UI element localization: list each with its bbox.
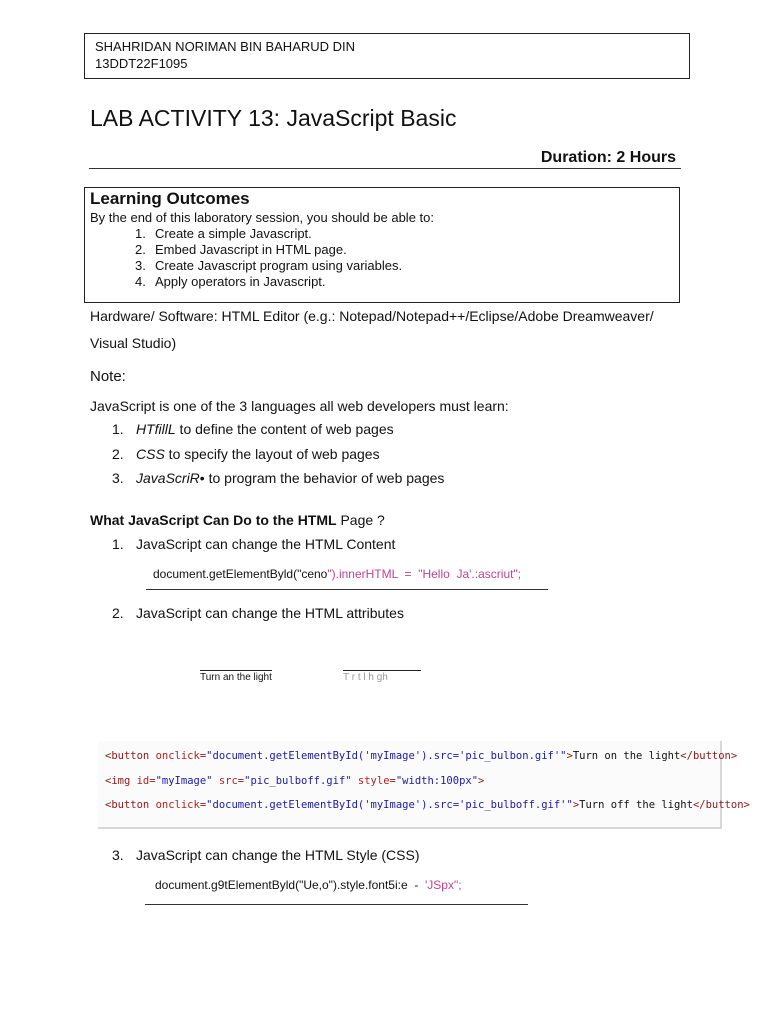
code-line (105, 744, 738, 769)
code-tag: </button> (692, 799, 750, 811)
code-plain: document.getElementByld("ceno (153, 567, 328, 581)
list-number: 3. (112, 847, 124, 863)
list-item (135, 242, 674, 258)
learning-outcomes-box (84, 187, 680, 303)
example-item (112, 535, 395, 553)
language-desc: to specify the layout of web pages (164, 446, 380, 462)
section-heading (90, 511, 385, 529)
list-number: 1. (112, 536, 124, 552)
code-attr: id (136, 774, 150, 787)
language-name: JavaScriR (136, 470, 200, 486)
code-tag: = (149, 774, 156, 787)
student-info-box (84, 33, 690, 79)
list-number: 3. (135, 258, 146, 273)
code-tag: </button> (680, 750, 738, 762)
hardware-software-text: Hardware/ Software: HTML Editor (e.g.: Notepad/Notepad++/Eclipse/Adobe Dreamweaver/ Visual Studio) (90, 308, 654, 351)
code-attr: onclick (155, 799, 200, 811)
example-text: JavaScript can change the HTML Content (136, 536, 396, 552)
code-tag: = (237, 774, 245, 787)
title-divider (89, 168, 681, 169)
code-tag: <button (105, 799, 156, 811)
learning-outcomes-heading: Learning Outcomes (90, 189, 250, 208)
code-tag: = (389, 774, 396, 787)
list-number: 3. (112, 470, 124, 486)
language-item (112, 420, 394, 438)
code-attr: src (212, 774, 238, 787)
code-line (105, 769, 720, 794)
code-snippet (153, 566, 521, 582)
list-number: 4. (135, 274, 146, 289)
section-heading-rest: Page ? (336, 512, 385, 528)
code-string: "pic_bulboff.gif" (244, 774, 352, 787)
list-text: Apply operators in Javascript. (155, 274, 326, 289)
list-item (135, 226, 674, 242)
code-tag: > (572, 799, 580, 811)
section-heading-bold: What JavaScript Can Do to the HTML (90, 512, 337, 528)
example-item (112, 604, 404, 622)
code-tag: > (566, 750, 573, 762)
language-desc: • to program the behavior of web pages (199, 470, 445, 486)
code-string: "myImage" (155, 774, 213, 787)
code-tag: > (478, 774, 485, 787)
note-heading: Note: (90, 368, 126, 385)
code-tag: <img (105, 774, 137, 787)
learning-outcomes-intro: By the end of this laboratory session, you should be able to: (90, 210, 434, 225)
turn-on-light-button[interactable]: Turn an the light (200, 672, 272, 683)
code-tag: = (199, 799, 207, 811)
language-name: HTfillL (136, 421, 176, 437)
list-number: 1. (112, 421, 124, 437)
list-item (135, 258, 674, 274)
example-text: JavaScript can change the HTML Style (CSS) (136, 847, 420, 863)
code-tag: = (199, 750, 207, 762)
code-block (98, 741, 750, 829)
code-attr: style (351, 774, 390, 787)
student-name: SHAHRIDAN NORIMAN BIN BAHARUD DIN (95, 39, 356, 54)
learning-outcomes-list (90, 226, 674, 290)
list-item (135, 274, 674, 290)
code-text: Turn on the light (572, 750, 681, 762)
code-plain: document.g9tElementByld("Ue,o").style.font5i:e - (155, 878, 425, 892)
language-item (112, 445, 380, 463)
list-text: Create a simple Javascript. (155, 226, 312, 241)
code-underline (146, 589, 548, 590)
code-snippet (155, 877, 462, 893)
language-name: CSS (136, 446, 165, 462)
example-text: JavaScript can change the HTML attributes (136, 605, 404, 621)
language-item (112, 469, 444, 487)
note-intro: JavaScript is one of the 3 languages all web developers must learn: (90, 398, 509, 414)
code-string: "width:100px" (395, 774, 479, 787)
code-text: Turn off the light (579, 799, 693, 811)
list-number: 1. (135, 226, 146, 241)
code-string: "document.getElementById('myImage').src='pic_bulbon.gif'" (206, 750, 567, 762)
code-line (105, 793, 750, 818)
code-tag: <button (105, 750, 156, 762)
language-desc: to define the content of web pages (175, 421, 394, 437)
page-title: LAB ACTIVITY 13: JavaScript Basic (90, 105, 457, 131)
code-attr: onclick (155, 750, 200, 762)
list-text: Embed Javascript in HTML page. (155, 242, 347, 257)
turn-off-light-button[interactable]: T r t l h gh (343, 670, 421, 684)
list-text: Create Javascript program using variables. (155, 258, 403, 273)
code-highlight: ").innerHTML = "Hello Ja'.:ascriut"; (327, 567, 522, 581)
student-id: 13DDT22F1095 (95, 56, 188, 71)
code-string: "document.getElementById('myImage').src='pic_bulboff.gif'" (206, 799, 573, 811)
list-number: 2. (135, 242, 146, 257)
code-underline (145, 904, 528, 905)
code-highlight: 'JSpx"; (424, 878, 462, 892)
duration: Duration: 2 Hours (540, 149, 676, 166)
example-item (112, 846, 420, 864)
list-number: 2. (112, 446, 124, 462)
list-number: 2. (112, 605, 124, 621)
